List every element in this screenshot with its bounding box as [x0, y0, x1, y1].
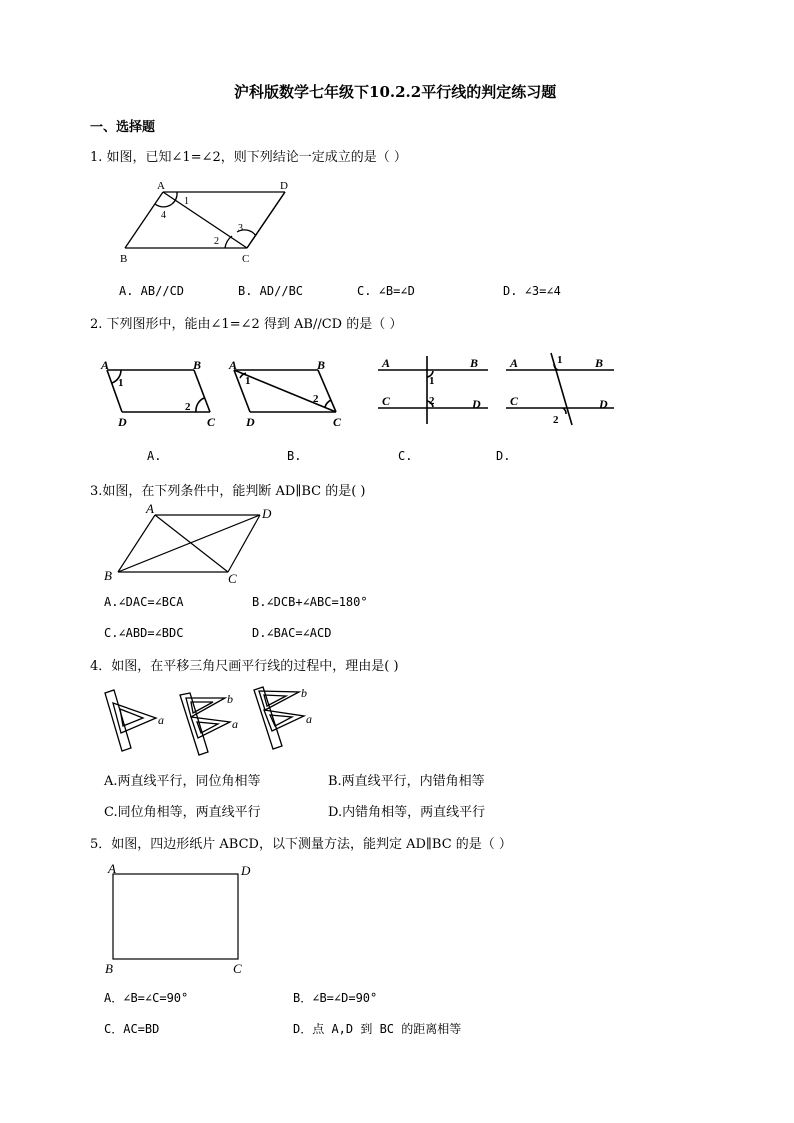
q4-label-a2: a [232, 717, 238, 731]
q1-label-D: D [280, 180, 288, 192]
q2a-label-C: C [207, 415, 216, 429]
q4-label-b2: b [301, 686, 307, 700]
q5-option-a[interactable]: A．∠B=∠C=90° [104, 991, 189, 1005]
q2-option-b[interactable]: B. [287, 449, 302, 463]
q2b-label-A: A [229, 358, 238, 372]
q2b-label-C: C [333, 415, 342, 429]
q2b-angle-2: 2 [313, 393, 319, 405]
q5-label-D: D [241, 863, 251, 878]
q1-label-B: B [120, 253, 128, 265]
q2c-label-D: D [472, 397, 481, 411]
q3-label-C: C [228, 571, 237, 586]
q2c-angle-2: 2 [429, 395, 435, 407]
q1-angle-3: 3 [238, 223, 243, 234]
q2d-angle-1: 1 [557, 354, 563, 366]
q2d-angle-2: 2 [553, 414, 559, 426]
q2a-angle-1: 1 [118, 377, 124, 389]
q4-label-b1: b [227, 692, 233, 706]
q1-label-C: C [242, 253, 250, 265]
q4-option-c[interactable]: C.同位角相等，两直线平行 [104, 805, 261, 820]
q2-option-d[interactable]: D. [496, 449, 511, 463]
question-5-stem: 5．如图，四边形纸片 ABCD，以下测量方法，能判定 AD∥BC 的是（ ） [90, 837, 512, 852]
q5-option-d[interactable]: D．点 A,D 到 BC 的距离相等 [293, 1022, 462, 1036]
q2b-label-B: B [317, 358, 326, 372]
q1-angle-2: 2 [214, 236, 219, 247]
q5-option-b[interactable]: B．∠B=∠D=90° [293, 991, 378, 1005]
q1-option-c[interactable]: C. ∠B=∠D [357, 284, 415, 298]
q2c-label-B: B [470, 356, 479, 370]
q2-option-c[interactable]: C. [398, 449, 413, 463]
question-2-stem: 2. 下列图形中，能由∠1=∠2 得到 AB//CD 的是（ ） [90, 317, 403, 332]
q3-option-a[interactable]: A.∠DAC=∠BCA [104, 595, 184, 609]
q5-label-B: B [105, 961, 113, 976]
q1-option-b[interactable]: B. AD//BC [238, 284, 304, 298]
q2c-label-C: C [382, 394, 391, 408]
question-4-stem: 4．如图，在平移三角尺画平行线的过程中，理由是( ) [90, 659, 399, 674]
q5-label-A: A [108, 861, 116, 876]
q2d-label-A: A [510, 356, 519, 370]
q4-option-b[interactable]: B.两直线平行，内错角相等 [328, 774, 485, 789]
q3-option-b[interactable]: B.∠DCB+∠ABC=180° [252, 595, 368, 609]
q2b-label-D: D [246, 415, 255, 429]
q2d-label-D: D [599, 397, 608, 411]
q2a-label-A: A [101, 358, 110, 372]
q4-label-a1: a [158, 713, 164, 727]
q3-label-B: B [104, 568, 112, 583]
q2c-angle-1: 1 [429, 375, 435, 387]
q2a-label-B: B [193, 358, 202, 372]
question-3-stem: 3.如图，在下列条件中，能判断 AD∥BC 的是( ) [90, 484, 366, 499]
q4-option-d[interactable]: D.内错角相等，两直线平行 [328, 805, 486, 820]
q1-option-a[interactable]: A. AB//CD [119, 284, 185, 298]
q1-label-A: A [157, 180, 165, 192]
section-heading: 一、选择题 [90, 120, 156, 135]
q1-option-d[interactable]: D. ∠3=∠4 [503, 284, 561, 298]
q2a-label-D: D [118, 415, 127, 429]
q5-label-C: C [233, 961, 242, 976]
q2c-label-A: A [382, 356, 391, 370]
q4-label-a3: a [306, 712, 312, 726]
q2a-angle-2: 2 [185, 401, 191, 413]
q3-label-A: A [146, 501, 154, 516]
q1-angle-4: 4 [161, 210, 166, 221]
q3-option-c[interactable]: C.∠ABD=∠BDC [104, 626, 184, 640]
q3-option-d[interactable]: D.∠BAC=∠ACD [252, 626, 332, 640]
page-title: 沪科版数学七年级下10.2.2平行线的判定练习题 [234, 83, 557, 101]
q4-option-a[interactable]: A.两直线平行，同位角相等 [104, 774, 261, 789]
q2-option-a[interactable]: A. [147, 449, 162, 463]
q3-label-D: D [262, 506, 272, 521]
q2b-angle-1: 1 [245, 375, 251, 387]
q2d-label-C: C [510, 394, 519, 408]
question-1-stem: 1. 如图，已知∠1=∠2，则下列结论一定成立的是（ ） [90, 150, 407, 165]
q1-angle-1: 1 [184, 196, 189, 207]
q2d-label-B: B [595, 356, 604, 370]
q5-option-c[interactable]: C．AC=BD [104, 1022, 160, 1036]
